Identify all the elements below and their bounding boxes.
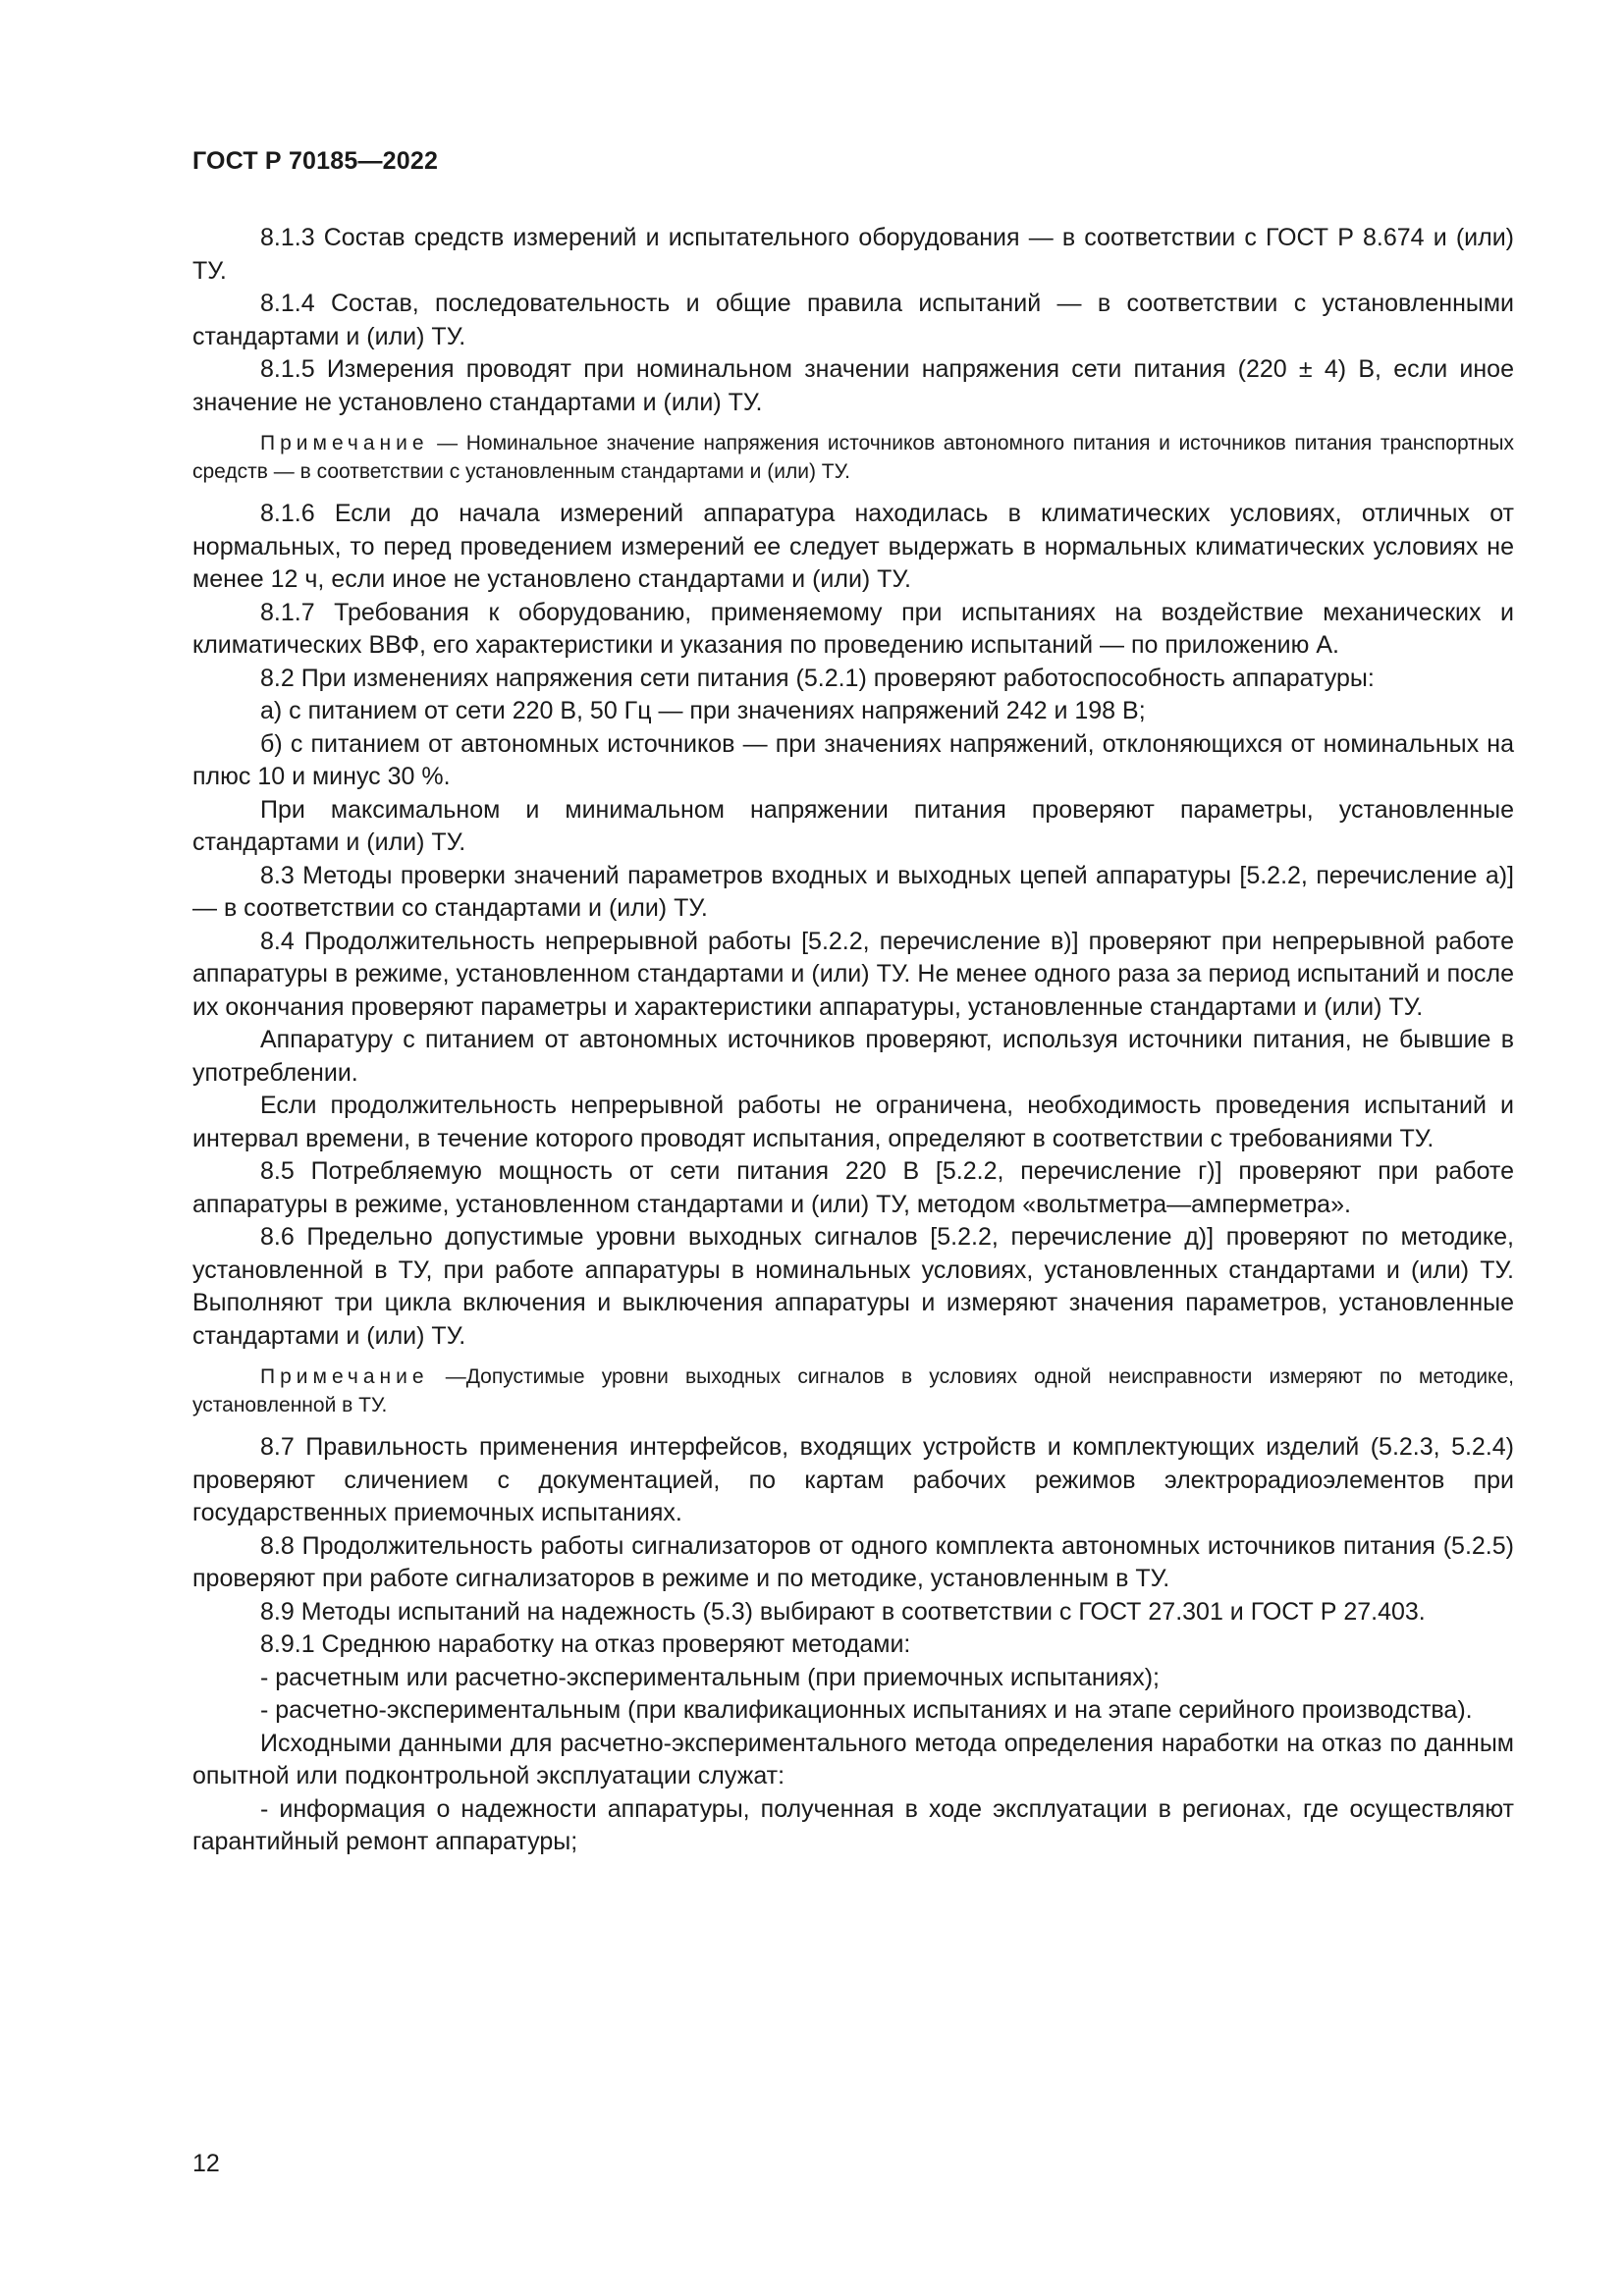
paragraph-8-4-battery: Аппаратуру с питанием от автономных источников проверяют, используя источники питания, не бывшие в употреблении. bbox=[192, 1026, 1514, 1087]
document-body bbox=[192, 222, 1514, 1859]
note-text: —Допустимые уровни выходных сигналов в условиях одной неисправности измеряют по методике, установленной в ТУ. bbox=[192, 1365, 1514, 1416]
paragraph-8-9: 8.9 Методы испытаний на надежность (5.3) выбирают в соответствии с ГОСТ 27.301 и ГОСТ Р 27.403. bbox=[260, 1597, 1426, 1626]
paragraph-8-1-4: 8.1.4 Состав, последовательность и общие правила испытаний — в соответствии с установленными стандартами и (или) ТУ. bbox=[192, 290, 1514, 350]
paragraph-8-3: 8.3 Методы проверки значений параметров входных и выходных цепей аппаратуры [5.2.2, перечисление а)] — в соответствии со стандартами и (или) ТУ. bbox=[192, 861, 1514, 922]
paragraph-8-9-1: 8.9.1 Среднюю наработку на отказ проверяют методами: bbox=[260, 1630, 911, 1658]
list-item-dash-2: - расчетно-экспериментальным (при квалификационных испытаниях и на этапе серийного производства). bbox=[260, 1696, 1473, 1724]
paragraph-8-2-extra: При максимальном и минимальном напряжении питания проверяют параметры, установленные стандартами и (или) ТУ. bbox=[192, 795, 1514, 856]
note-text: — Номинальное значение напряжения источников автономного питания и источников питания транспортных средств — в соответствии с установленным стандартами и (или) ТУ. bbox=[192, 432, 1514, 483]
paragraph-8-6: 8.6 Предельно допустимые уровни выходных сигналов [5.2.2, перечисление д)] проверяют по методике, установленной в ТУ, при работе аппаратуры в номинальных условиях, установленных стандартами и (или) ТУ. Выполняют три цикла включения и выключения аппаратуры и измеряют значения параметров, установленные стандартами и (или) ТУ. bbox=[192, 1223, 1514, 1350]
paragraph-8-7: 8.7 Правильность применения интерфейсов, входящих устройств и комплектующих изделий (5.2.3, 5.2.4) проверяют сличением с документацией, по картам рабочих режимов электрорадиоэлементов при государственных приемочных испытаниях. bbox=[192, 1433, 1514, 1526]
list-item-b: б) с питанием от автономных источников — при значениях напряжений, отклоняющихся от номинальных на плюс 10 и минус 30 %. bbox=[192, 729, 1514, 790]
note-label: Примечание bbox=[260, 1365, 429, 1388]
paragraph-8-4-unlimited: Если продолжительность непрерывной работы не ограничена, необходимость проведения испытаний и интервал времени, в течение которого проводят испытания, определяют в соответствии с требованиями ТУ. bbox=[192, 1092, 1514, 1152]
note-1 bbox=[192, 429, 1514, 486]
note-label: Примечание bbox=[260, 432, 429, 454]
list-item-a: а) с питанием от сети 220 В, 50 Гц — при значениях напряжений 242 и 198 В; bbox=[260, 697, 1146, 724]
list-item-dash-3: - информация о надежности аппаратуры, полученная в ходе эксплуатации в регионах, где осуществляют гарантийный ремонт аппаратуры; bbox=[192, 1794, 1514, 1855]
paragraph-8-1-5: 8.1.5 Измерения проводят при номинальном значении напряжения сети питания (220 ± 4) В, если иное значение не установлено стандартами и (или) ТУ. bbox=[192, 355, 1514, 416]
paragraph-8-1-6: 8.1.6 Если до начала измерений аппаратура находилась в климатических условиях, отличных от нормальных, то перед проведением измерений ее следует выдержать в нормальных климатических условиях не менее 12 ч, если иное не установлено стандартами и (или) ТУ. bbox=[192, 500, 1514, 593]
paragraph-8-1-7: 8.1.7 Требования к оборудованию, применяемому при испытаниях на воздействие механических и климатических ВВФ, его характеристики и указания по проведению испытаний — по приложению А. bbox=[192, 598, 1514, 659]
list-item-dash-1: - расчетным или расчетно-экспериментальным (при приемочных испытаниях); bbox=[260, 1663, 1161, 1691]
paragraph-8-5: 8.5 Потребляемую мощность от сети питания 220 В [5.2.2, перечисление г)] проверяют при работе аппаратуры в режиме, установленном стандартами и (или) ТУ, методом «вольтметра—амперметра». bbox=[192, 1157, 1514, 1218]
paragraph-8-8: 8.8 Продолжительность работы сигнализаторов от одного комплекта автономных источников питания (5.2.5) проверяют при работе сигнализаторов в режиме и по методике, установленным в ТУ. bbox=[192, 1531, 1514, 1592]
paragraph-8-1-3: 8.1.3 Состав средств измерений и испытательного оборудования — в соответствии с ГОСТ Р 8.674 и (или) ТУ. bbox=[192, 224, 1514, 285]
document-header: ГОСТ Р 70185—2022 bbox=[192, 147, 439, 175]
note-2 bbox=[192, 1362, 1514, 1419]
page-number: 12 bbox=[192, 2150, 220, 2177]
paragraph-source-data: Исходными данными для расчетно-экспериментального метода определения наработки на отказ по данным опытной или подконтрольной эксплуатации служат: bbox=[192, 1729, 1514, 1789]
paragraph-8-2: 8.2 При изменениях напряжения сети питания (5.2.1) проверяют работоспособность аппаратуры: bbox=[260, 664, 1375, 692]
paragraph-8-4: 8.4 Продолжительность непрерывной работы [5.2.2, перечисление в)] проверяют при непрерывной работе аппаратуры в режиме, установленном стандартами и (или) ТУ. Не менее одного раза за период испытаний и после их окончания проверяют параметры и характеристики аппаратуры, установленные стандартами и (или) ТУ. bbox=[192, 927, 1514, 1021]
